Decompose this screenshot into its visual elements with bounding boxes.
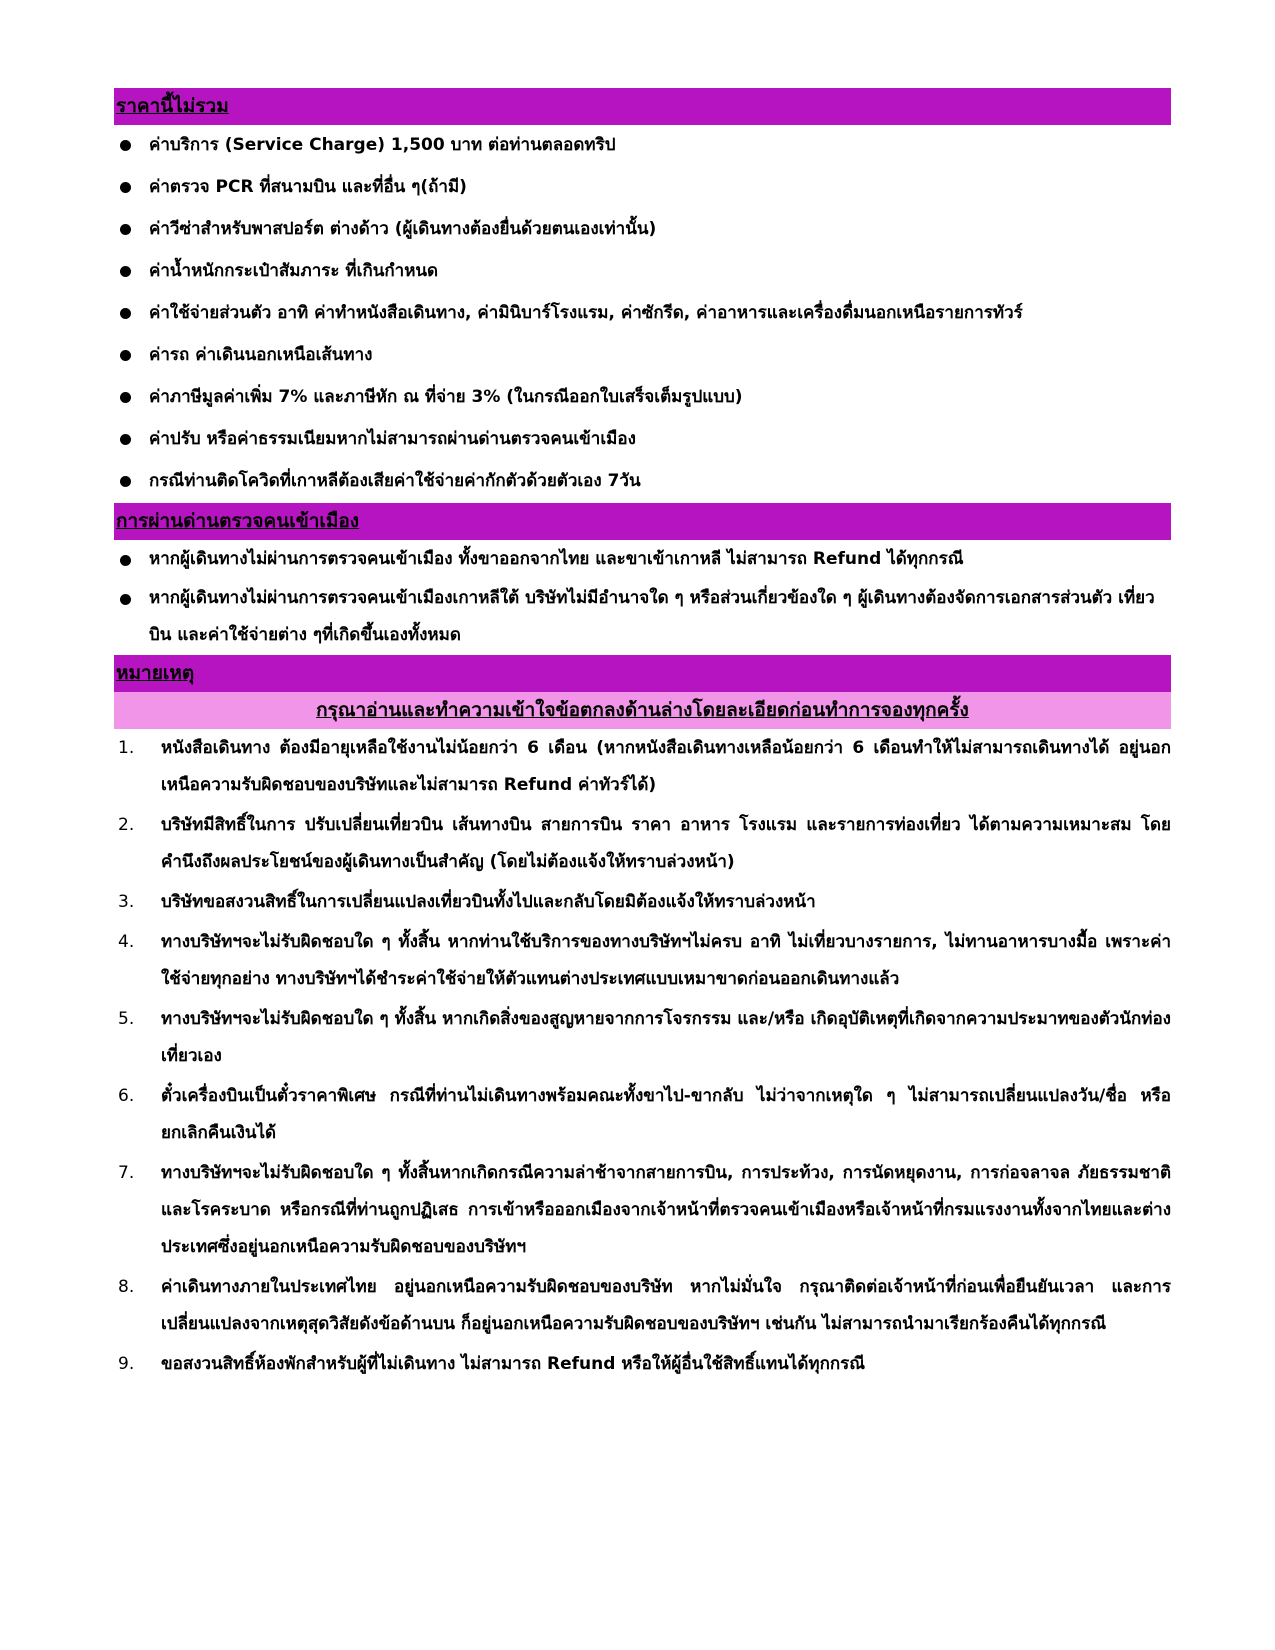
list-item: ค่ารถ ค่าเดินนอกเหนือเส้นทาง: [114, 335, 1171, 377]
section-header-remarks: หมายเหตุ: [114, 655, 1171, 692]
list-item: ค่าตรวจ PCR ที่สนามบิน และที่อื่น ๆ(ถ้ามี): [114, 167, 1171, 209]
remarks-subtitle: กรุณาอ่านและทำความเข้าใจข้อตกลงด้านล่างโดยละเอียดก่อนทำการจองทุกครั้ง: [114, 692, 1171, 729]
bullet-icon: [120, 392, 131, 403]
list-item: ค่าใช้จ่ายส่วนตัว อาทิ ค่าทำหนังสือเดินทาง, ค่ามินิบาร์โรงแรม, ค่าซักรีด, ค่าอาหารและเครื่องดื่มนอกเหนือรายการทัวร์: [114, 293, 1171, 335]
remarks-list: [114, 729, 1171, 1385]
bullet-icon: [120, 350, 131, 361]
list-item: หากผู้เดินทางไม่ผ่านการตรวจคนเข้าเมือง ทั้งขาออกจากไทย และขาเข้าเกาหลี ไม่สามารถ Refund ได้ทุกกรณี: [114, 540, 1171, 579]
list-item: กรณีท่านติดโควิดที่เกาหลีต้องเสียค่าใช้จ่ายค่ากักตัวด้วยตัวเอง 7วัน: [114, 461, 1171, 503]
section-header-not-included: ราคานี้ไม่รวม: [114, 88, 1171, 125]
list-item: 8. ค่าเดินทางภายในประเทศไทย อยู่นอกเหนือความรับผิดชอบของบริษัท หากไม่มั่นใจ กรุณาติดต่อเจ้าหน้าที่ก่อนเพื่อยืนยันเวลา และการเปลี่ยนแปลงจากเหตุสุดวิสัยดังข้อด้านบน ก็อยู่นอกเหนือความรับผิดชอบของบริษัทฯ เช่นกัน ไม่สามารถนำมาเรียกร้องคืนได้ทุกกรณี: [118, 1277, 1171, 1334]
bullet-icon: [120, 476, 131, 487]
bullet-icon: [120, 224, 131, 235]
list-item: ค่าปรับ หรือค่าธรรมเนียมหากไม่สามารถผ่านด่านตรวจคนเข้าเมือง: [114, 419, 1171, 461]
list-item: 9. ขอสงวนสิทธิ์ห้องพักสำหรับผู้ที่ไม่เดินทาง ไม่สามารถ Refund หรือให้ผู้อื่นใช้สิทธิ์แทนได้ทุกกรณี: [118, 1354, 866, 1374]
list-item: ค่าบริการ (Service Charge) 1,500 บาท ต่อท่านตลอดทริป: [114, 125, 1171, 167]
immigration-list: [114, 540, 1171, 655]
bullet-icon: [120, 266, 131, 277]
list-item: 4. ทางบริษัทฯจะไม่รับผิดชอบใด ๆ ทั้งสิ้น หากท่านใช้บริการของทางบริษัทฯไม่ครบ อาทิ ไม่เที่ยวบางรายการ, ไม่ทานอาหารบางมื้อ เพราะค่าใช้จ่ายทุกอย่าง ทางบริษัทฯได้ชำระค่าใช้จ่ายให้ตัวแทนต่างประเทศแบบเหมาขาดก่อนออกเดินทางแล้ว: [118, 932, 1171, 989]
bullet-icon: [120, 140, 131, 151]
list-item: 1. หนังสือเดินทาง ต้องมีอายุเหลือใช้งานไม่น้อยกว่า 6 เดือน (หากหนังสือเดินทางเหลือน้อยกว่า 6 เดือนทำให้ไม่สามารถเดินทางได้ อยู่นอกเหนือความรับผิดชอบของบริษัทและไม่สามารถ Refund ค่าทัวร์ได้): [118, 738, 1171, 795]
bullet-icon: [120, 594, 131, 605]
list-item: 7. ทางบริษัทฯจะไม่รับผิดชอบใด ๆ ทั้งสิ้นหากเกิดกรณีความล่าช้าจากสายการบิน, การประท้วง, การนัดหยุดงาน, การก่อจลาจล ภัยธรรมชาติ และโรคระบาด หรือกรณีที่ท่านถูกปฏิเสธ การเข้าหรือออกเมืองจากเจ้าหน้าที่ตรวจคนเข้าเมืองหรือเจ้าหน้าที่กรมแรงงานทั้งจากไทยและต่างประเทศซึ่งอยู่นอกเหนือความรับผิดชอบของบริษัทฯ: [118, 1163, 1171, 1257]
bullet-icon: [120, 182, 131, 193]
section-header-immigration: การผ่านด่านตรวจคนเข้าเมือง: [114, 503, 1171, 540]
list-item: 2. บริษัทมีสิทธิ์ในการ ปรับเปลี่ยนเที่ยวบิน เส้นทางบิน สายการบิน ราคา อาหาร โรงแรม และรายการท่องเที่ยว ได้ตามความเหมาะสม โดยคำนึงถึงผลประโยชน์ของผู้เดินทางเป็นสำคัญ (โดยไม่ต้องแจ้งให้ทราบล่วงหน้า): [118, 815, 1171, 872]
bullet-icon: [120, 555, 131, 566]
list-item: ค่าวีซ่าสำหรับพาสปอร์ต ต่างด้าว (ผู้เดินทางต้องยื่นด้วยตนเองเท่านั้น): [114, 209, 1171, 251]
list-item: ค่าน้ำหนักกระเป๋าสัมภาระ ที่เกินกำหนด: [114, 251, 1171, 293]
list-item: 3. บริษัทขอสงวนสิทธิ์ในการเปลี่ยนแปลงเที่ยวบินทั้งไปและกลับโดยมิต้องแจ้งให้ทราบล่วงหน้า: [118, 892, 816, 912]
not-included-list: [114, 125, 1171, 503]
bullet-icon: [120, 434, 131, 445]
bullet-icon: [120, 308, 131, 319]
list-item: 6. ตั๋วเครื่องบินเป็นตั๋วราคาพิเศษ กรณีที่ท่านไม่เดินทางพร้อมคณะทั้งขาไป-ขากลับ ไม่ว่าจากเหตุใด ๆ ไม่สามารถเปลี่ยนแปลงวัน/ชื่อ หรือยกเลิกคืนเงินได้: [118, 1086, 1171, 1143]
list-item: หากผู้เดินทางไม่ผ่านการตรวจคนเข้าเมืองเกาหลีใต้ บริษัทไม่มีอำนาจใด ๆ หรือส่วนเกี่ยวข้องใด ๆ ผู้เดินทางต้องจัดการเอกสารส่วนตัว เที่ยวบิน และค่าใช้จ่ายต่าง ๆที่เกิดขึ้นเองทั้งหมด: [114, 579, 1171, 655]
list-item: 5. ทางบริษัทฯจะไม่รับผิดชอบใด ๆ ทั้งสิ้น หากเกิดสิ่งของสูญหายจากการโจรกรรม และ/หรือ เกิดอุบัติเหตุที่เกิดจากความประมาทของตัวนักท่องเที่ยวเอง: [118, 1009, 1171, 1066]
document-page: [114, 88, 1171, 1385]
list-item: ค่าภาษีมูลค่าเพิ่ม 7% และภาษีหัก ณ ที่จ่าย 3% (ในกรณีออกใบเสร็จเต็มรูปแบบ): [114, 377, 1171, 419]
